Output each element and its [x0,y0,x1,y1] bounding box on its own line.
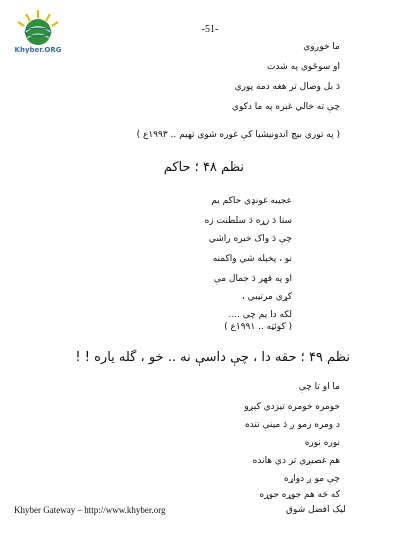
poem1-note: ( په توري بيچ اندونيشيا کې غوره شوى تهيم .. ۱۹۹۳ع ) [136,130,340,140]
poem3-line: نوره نوره [304,438,340,448]
poem1-line: دَ بل وصال تر هغه دمه پوري [234,82,340,92]
poem2-note: ( کوئټه .. ۱۹۹۱ع ) [224,322,292,332]
poem2-line: کړي مرتيبي ، [241,292,292,302]
poem3-line: ما او تا چې [298,382,340,392]
poem3-line: د ومره زمو ږ دَ مينې تنده [244,420,340,430]
footer-source: Khyber Gateway – http://www.khyber.org [14,505,166,515]
poem3-title: نظم ۴۹ ؛ حقه دا ، چې داسې نه .. خو ، گله ياره ! ! [75,350,350,365]
logo-text: Khyber.ORG [14,46,62,54]
poem3-line: هم غصيږي تر دي هانده [252,456,340,466]
poem2-line: چې دَ واک خبره راشي [208,234,292,244]
poem3-line: خومره خومره تيزدي کېږو [244,402,340,412]
poem3-line: که څه هم جوړه جوړه [259,490,340,500]
poem2-line: نو ، پخپله شي واکمنه [212,254,292,264]
poem2-line: ستا دَ زړه دَ سلطنت زه [204,216,292,226]
poem1-line: او سوځوي په شدت [267,62,340,72]
poem2-line: عجيبه غونډي حاکم يم [211,196,292,206]
footer-author: ليک افضل شوق [286,505,346,515]
poem1-line: چې ته خالي غبره په ما دکوي [231,102,340,112]
poem2-line: او په قهر دَ جمال مې [213,274,292,284]
poem3-line: چې مو ږ دواړه [284,474,340,484]
page-number: -51- [201,24,219,35]
poem2-title: نظم ۴۸ ؛ حاکم [163,160,244,175]
poem1-line: ما خوږوي [303,42,340,52]
poem2-line: لکه دا يم چې .... [228,310,292,320]
